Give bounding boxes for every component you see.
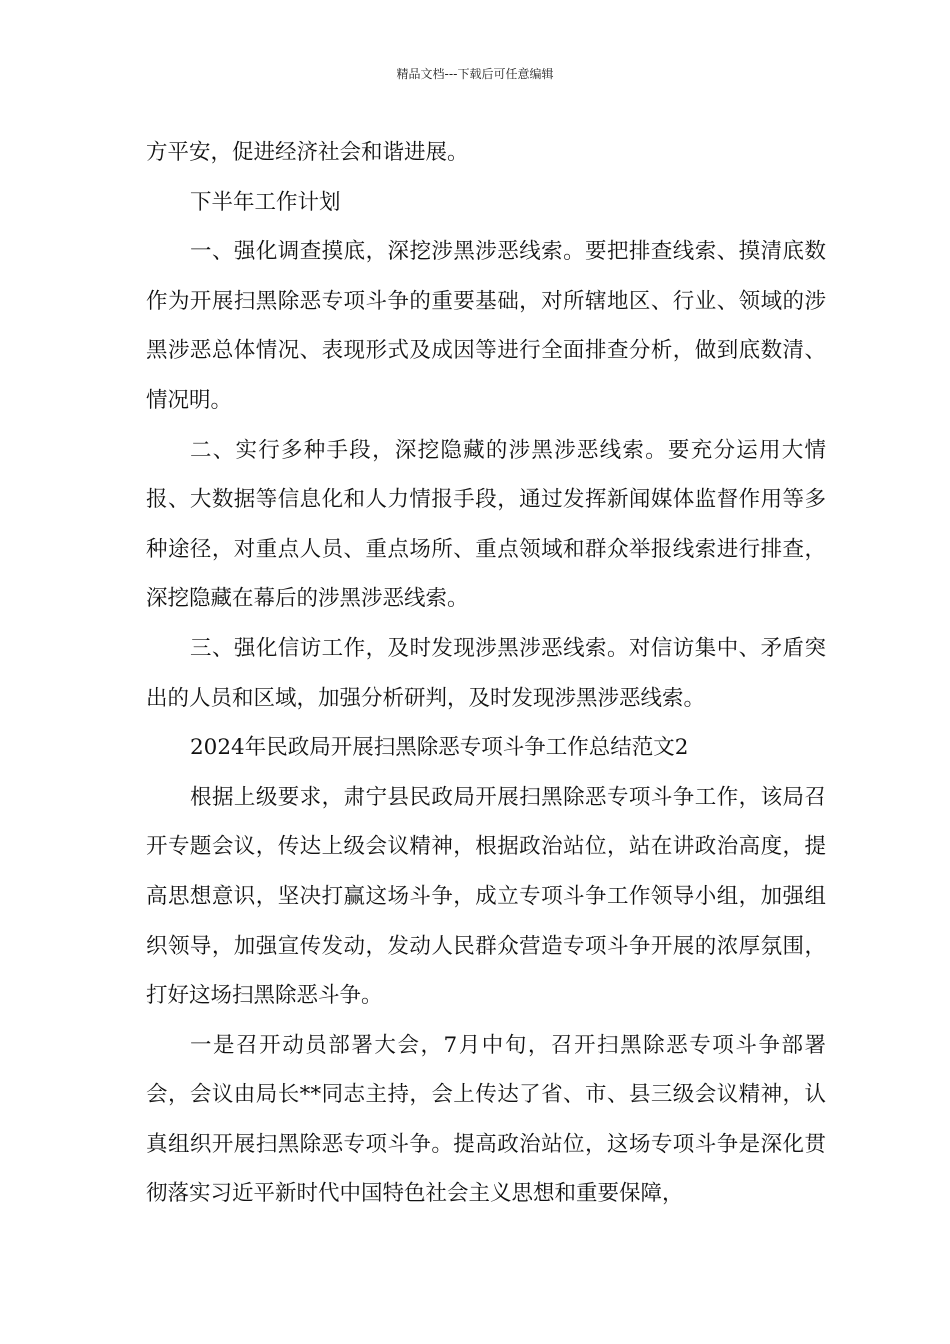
section-heading-summary-2: 2024年民政局开展扫黑除恶专项斗争工作总结范文2 <box>190 735 689 761</box>
page-header: 精品文档---下载后可任意编辑 <box>396 67 554 81</box>
paragraph-item-1: 一、强化调查摸底，深挖涉黑涉恶线索。要把排查线索、摸清底数作为开展扫黑除恶专项斗争的重要基础，对所辖地区、行业、领域的涉黑涉恶总体情况、表现形式及成因等进行全面排查分析，做到底数清、情况明。 <box>146 239 826 413</box>
section-heading-plan: 下半年工作计划 <box>190 189 341 215</box>
paragraph-item-3: 三、强化信访工作，及时发现涉黑涉恶线索。对信访集中、矛盾突出的人员和区域，加强分析研判，及时发现涉黑涉恶线索。 <box>146 635 826 711</box>
paragraph-summary-intro: 根据上级要求，肃宁县民政局开展扫黑除恶专项斗争工作，该局召开专题会议，传达上级会议精神，根据政治站位，站在讲政治高度，提高思想意识，坚决打赢这场斗争，成立专项斗争工作领导小组，加强组织领导，加强宣传发动，发动人民群众营造专项斗争开展的浓厚氛围，打好这场扫黑除恶斗争。 <box>146 784 826 1009</box>
document-body <box>146 128 826 1219</box>
paragraph-continuation: 方平安，促进经济社会和谐进展。 <box>146 140 469 165</box>
paragraph-item-2: 二、实行多种手段，深挖隐藏的涉黑涉恶线索。要充分运用大情报、大数据等信息化和人力情报手段，通过发挥新闻媒体监督作用等多种途径，对重点人员、重点场所、重点领域和群众举报线索进行排查，深挖隐藏在幕后的涉黑涉恶线索。 <box>146 437 826 612</box>
paragraph-summary-point-1: 一是召开动员部署大会，7月中旬，召开扫黑除恶专项斗争部署会，会议由局长**同志主持，会上传达了省、市、县三级会议精神，认真组织开展扫黑除恶专项斗争。提高政治站位，这场专项斗争是深化贯彻落实习近平新时代中国特色社会主义思想和重要保障， <box>146 1032 826 1207</box>
